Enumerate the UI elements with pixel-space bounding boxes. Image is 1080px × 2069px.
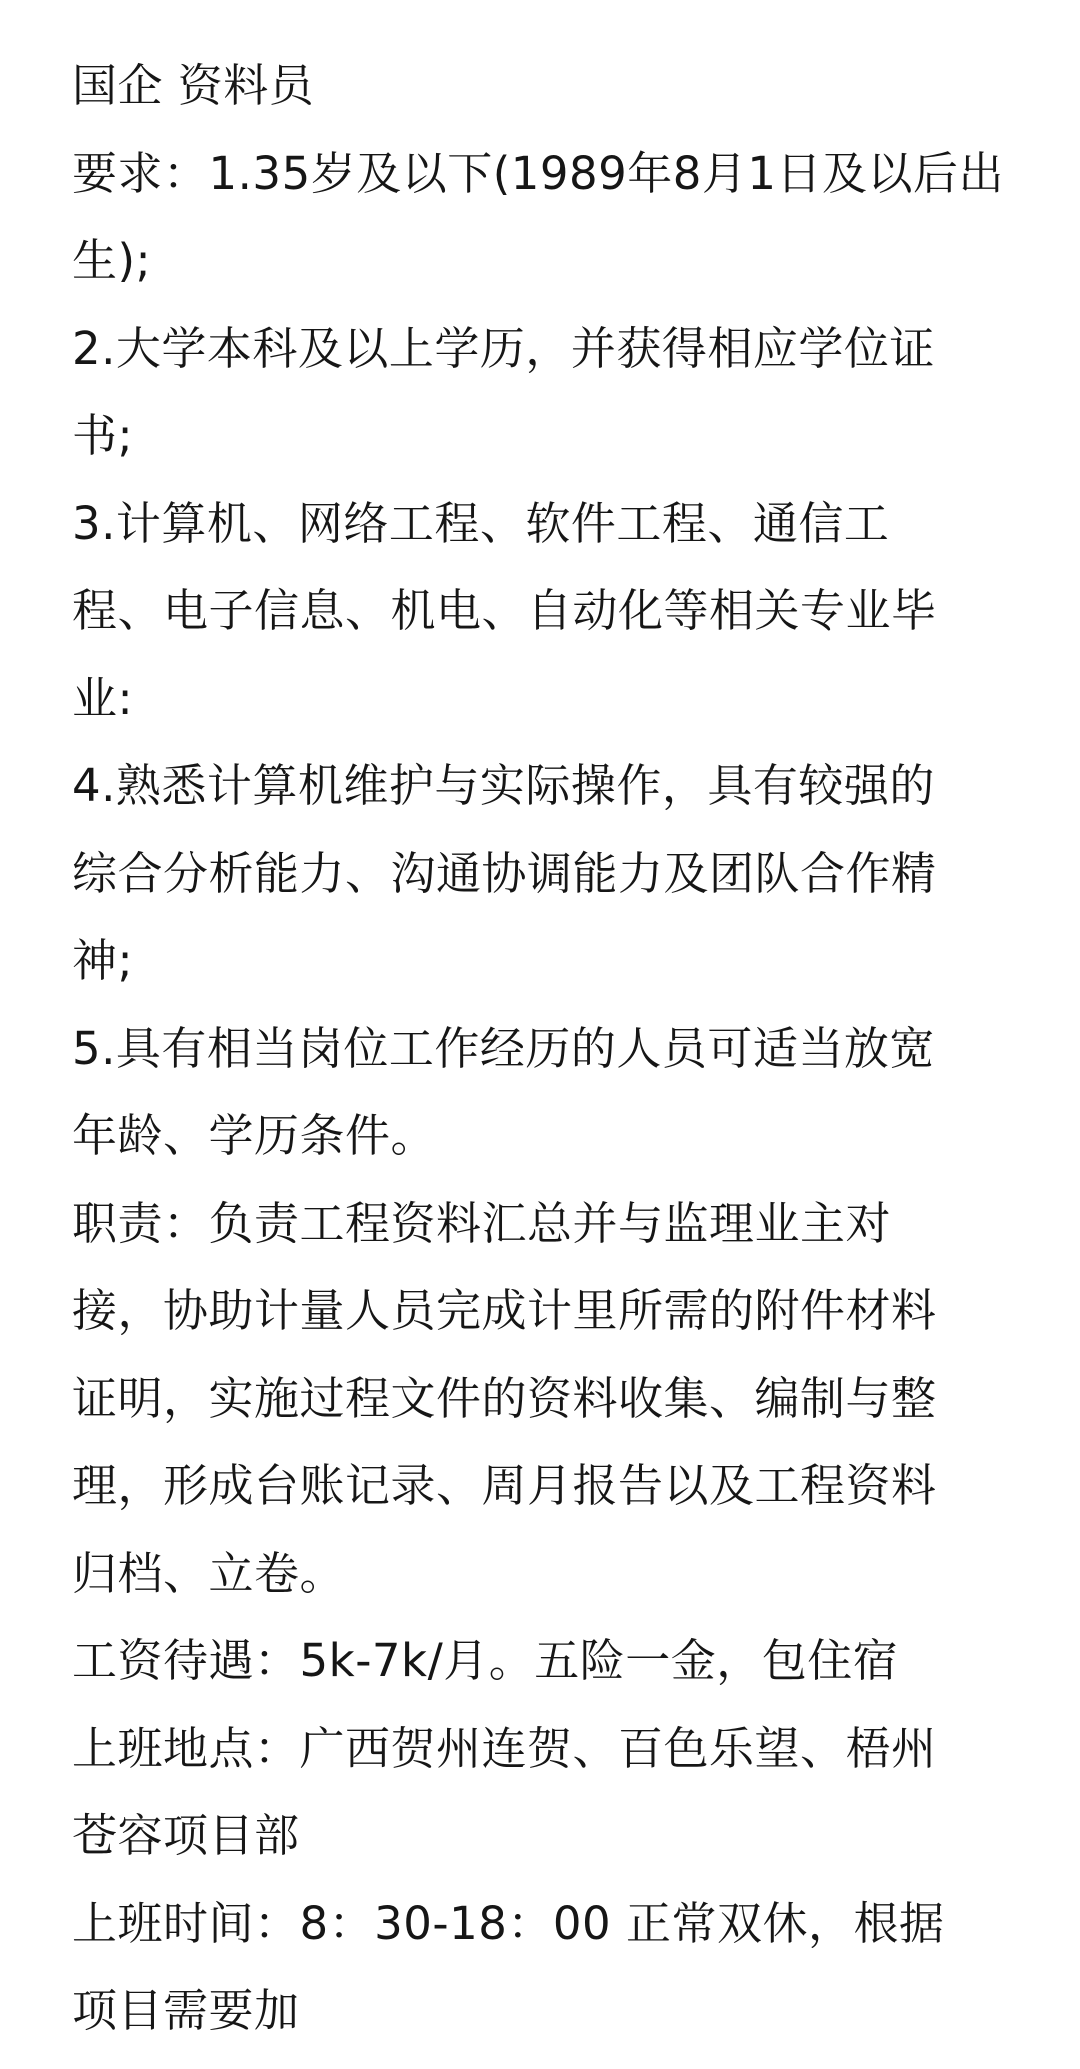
text-line-requirement-4-end: 神; (72, 934, 134, 987)
text-line-salary: 工资待遇：5k-7k/月。五险一金，包住宿 (72, 1634, 899, 1687)
text-line-requirement-4-cont: 综合分析能力、沟通协调能力及团队合作精 (72, 846, 937, 900)
text-line-duties-end: 归档、立卷。 (72, 1546, 346, 1600)
text-line-requirement-3: 3.计算机、网络工程、软件工程、通信工 (72, 496, 890, 550)
text-line-requirement-3-end: 业: (72, 671, 134, 725)
text-line-requirement-1: 要求：1.35岁及以下(1989年8月1日及以后出 (72, 146, 1005, 200)
text-line-hours-cont: 项目需要加 (72, 1984, 300, 2037)
text-line-duties-cont-3: 理，形成台账记录、周月报告以及工程资料 (72, 1459, 937, 1512)
text-line-requirement-2: 2.大学本科及以上学历，并获得相应学位证 (72, 321, 935, 375)
text-line-title: 国企 资料员 (72, 59, 315, 112)
text-line-requirement-5-cont: 年龄、学历条件。 (72, 1109, 437, 1162)
text-line-requirement-2-cont: 书; (72, 409, 134, 462)
text-line-duties-cont-2: 证明，实施过程文件的资料收集、编制与整 (72, 1371, 937, 1425)
text-line-requirement-4: 4.熟悉计算机维护与实际操作，具有较强的 (72, 759, 935, 812)
text-line-duties-cont-1: 接，协助计量人员完成计里所需的附件材料 (72, 1284, 937, 1337)
text-line-location: 上班地点：广西贺州连贺、百色乐望、梧州 (72, 1721, 937, 1775)
text-line-requirement-1-cont: 生); (72, 234, 152, 287)
job-posting-text (72, 42, 1032, 2055)
text-line-duties: 职责：负责工程资料汇总并与监理业主对 (72, 1196, 892, 1250)
text-line-requirement-3-cont: 程、电子信息、机电、自动化等相关专业毕 (72, 584, 937, 637)
text-line-location-cont: 苍容项目部 (72, 1809, 300, 1862)
text-line-requirement-5: 5.具有相当岗位工作经历的人员可适当放宽 (72, 1021, 935, 1075)
text-line-hours: 上班时间：8：30-18：00 正常双休，根据 (72, 1896, 945, 1950)
